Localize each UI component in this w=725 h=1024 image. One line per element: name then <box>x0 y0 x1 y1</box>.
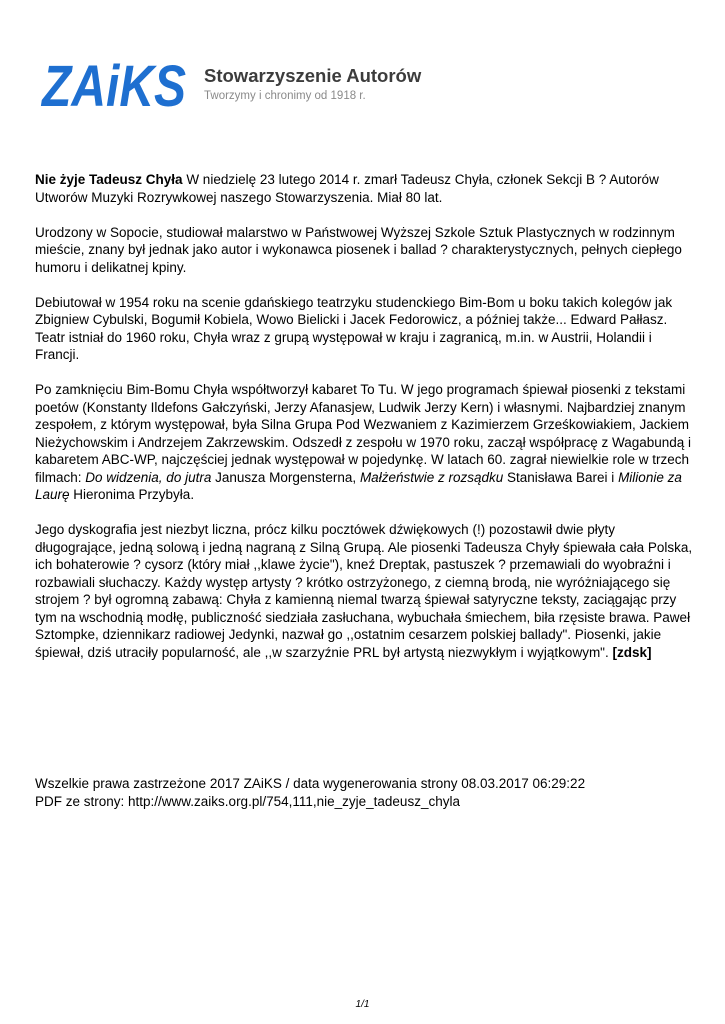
pdf-source-line: PDF ze strony: http://www.zaiks.org.pl/754,111,nie_zyje_tadeusz_chyla <box>35 793 460 809</box>
copyright-line: Wszelkie prawa zastrzeżone 2017 ZAiKS / data wygenerowania strony 08.03.2017 06:29:22 <box>35 776 586 791</box>
paragraph-4-text-b: Janusza Morgensterna, <box>211 469 360 485</box>
author-signature: [zdsk] <box>612 644 652 660</box>
article-title: Nie żyje Tadeusz Chyła <box>35 172 183 187</box>
paragraph-2: Urodzony w Sopocie, studiował malarstwo w Państwowej Wyższej Szkole Sztuk Plastycznych w rodzinnym mieście, znany był jednak jako autor i wykonawca piosenek i ballad ? charakterystycznych, pełnych ciepłego humoru i delikatnej kpiny. <box>35 224 682 275</box>
logo-text: ZAiKS <box>40 54 187 119</box>
paragraph-3: Debiutował w 1954 roku na scenie gdańskiego teatrzyku studenckiego Bim-Bom u boku takich kolegów jak Zbigniew Cybulski, Bogumił Kobiela, Wowo Bielicki i Jacek Fedorowicz, a później także... Edward Pałłasz. Teatr istniał do 1960 roku, Chyła wraz z grupą występował w kraju i zagranicą, m.in. w Austrii, Holandii i Francji. <box>35 294 673 362</box>
zaiks-logo <box>40 54 190 119</box>
paragraph-4-text-c: Stanisława Barei i <box>503 469 619 485</box>
page-footer <box>35 775 695 810</box>
film-title-3: Milionie za Laurę <box>35 469 682 502</box>
paragraph-5-text: Jego dyskografia jest niezbyt liczna, prócz kilku pocztówek dźwiękowych (!) pozostawił dwie płyty długogrające, jedną solową i jedną nagraną z Silną Grupą. Ale piosenki Tadeusza Chyły śpiewała cała Polska, ich bohaterowie ? cysorz (który miał ,,klawe życie"), kneź Dreptak, pastuszek ? przemawiali do wyobraźni i rozbawiali słuchaczy. Każdy występ artysty ? krótko ostrzyżonego, z ciemną brodą, nie wyróżniającego się strojem ? był ogromną zabawą: Chyła z kamienną niemal twarzą śpiewał satyryczne teksty, zaciągając przy tym na wschodnią modłę, publiczność siedziała zasłuchana, wybuchała śmiechem, biła rzęsiste brawa. Paweł Sztompke, dziennikarz radiowej Jedynki, nazwał go ,,ostatnim cesarzem polskiej ballady". Piosenki, jakie śpiewał, dziś utraciły popularność, ale ,,w szarzyźnie PRL był artystą niezwykłym i wyjątkowym". <box>35 522 693 660</box>
article-body <box>35 171 695 679</box>
paragraph-5 <box>35 521 695 661</box>
paragraph-4-text-a: Po zamknięciu Bim-Bomu Chyła współtworzył kabaret To Tu. W jego programach śpiewał piosenki z tekstami poetów (Konstanty Ildefons Gałczyński, Jerzy Afanasjew, Ludwik Jerzy Kern) i własnymi. Najbardziej znanym zespołem, z którym występował, była Silna Grupa Pod Wezwaniem z Kazimierzem Grześkowiakiem, Jackiem Nieżychowskim i Andrzejem Zakrzewskim. Odszedł z zespołu w 1970 roku, zaczął współpracę z Wagabundą i kabaretem ABC-WP, najczęściej jednak występował w pojedynkę. W latach 60. zagrał niewielkie role w trzech filmach: <box>35 382 692 485</box>
org-name: Stowarzyszenie Autorów <box>204 65 422 86</box>
paragraph-4-text-d: Hieronima Przybyła. <box>69 487 195 502</box>
page-header <box>40 54 440 119</box>
film-title-1: Do widzenia, do jutra <box>85 469 212 485</box>
page-number: 1/1 <box>355 999 370 1010</box>
paragraph-1 <box>35 171 695 206</box>
paragraph-1-text: W niedzielę 23 lutego 2014 r. zmarł Tadeusz Chyła, członek Sekcji B ? Autorów Utworów Muzyki Rozrywkowej naszego Stowarzyszenia. Miał 80 lat. <box>35 172 659 205</box>
org-tagline: Tworzymy i chronimy od 1918 r. <box>204 90 366 102</box>
film-title-2: Małżeństwie z rozsądku <box>359 469 504 485</box>
paragraph-4 <box>35 381 695 504</box>
